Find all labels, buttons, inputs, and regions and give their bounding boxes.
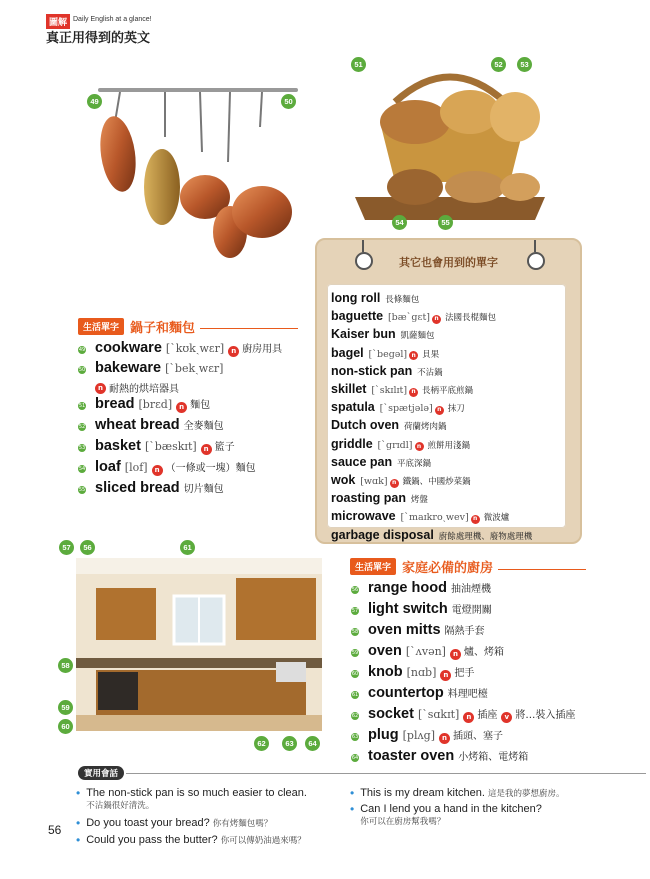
vocab-translation: 廚房用具 bbox=[242, 344, 283, 355]
marker-55: 55 bbox=[438, 215, 453, 230]
vocab-item bbox=[78, 396, 313, 417]
vocab-translation: 平底深鍋 bbox=[397, 458, 432, 469]
vocab-word: knob bbox=[368, 664, 403, 680]
pos-badge: n bbox=[201, 444, 212, 455]
pos-badge: n bbox=[439, 733, 450, 744]
item-number: 50 bbox=[78, 367, 86, 373]
pos-badge: n bbox=[450, 649, 461, 660]
item-number: 61 bbox=[351, 692, 359, 698]
vocab-word: bagel bbox=[331, 345, 364, 360]
vocab-translation: 微波爐 bbox=[483, 513, 510, 524]
conversation-left bbox=[76, 787, 346, 848]
marker-54: 54 bbox=[392, 215, 407, 230]
list-item bbox=[331, 326, 532, 344]
vocab-item bbox=[351, 748, 641, 769]
vocab-translation: 鐵鍋、中國炒菜鍋 bbox=[402, 477, 471, 488]
other-words-panel bbox=[315, 238, 582, 544]
vocab-item bbox=[351, 643, 641, 664]
vocab-word: long roll bbox=[331, 291, 381, 305]
bullet-dot: • bbox=[76, 816, 81, 830]
vocab-word: countertop bbox=[368, 685, 444, 701]
header-title: 真正用得到的英文 bbox=[46, 31, 151, 46]
vocab-ipa: [lof] bbox=[124, 461, 148, 474]
vocab-translation: 電燈開關 bbox=[451, 605, 492, 616]
item-number: 54 bbox=[78, 466, 86, 472]
vocab-ipa: [nɑb] bbox=[406, 666, 437, 679]
vocab-translation: 烤盤 bbox=[410, 495, 428, 506]
vocab-ipa: [wɑk] bbox=[360, 476, 388, 488]
pos-badge: n bbox=[176, 402, 187, 413]
vocab-translation: 隔熱手套 bbox=[444, 626, 485, 637]
vocab-word: Dutch oven bbox=[331, 418, 400, 433]
section2-header bbox=[350, 557, 493, 576]
conversation-item bbox=[350, 803, 640, 829]
bullet-dot: • bbox=[76, 786, 81, 800]
marker-56: 56 bbox=[80, 540, 95, 555]
vocab-translation: 廚餘處理機、廢物處理機 bbox=[438, 531, 533, 542]
bread-basket-image bbox=[355, 62, 555, 227]
vocab-translation: 全麥麵包 bbox=[183, 421, 224, 432]
conversation-en: Can I lend you a hand in the kitchen? bbox=[360, 803, 542, 815]
pos-badge: n bbox=[228, 346, 239, 357]
section2-title: 家庭必備的廚房 bbox=[402, 561, 494, 576]
vocab-item bbox=[78, 360, 313, 378]
list-item bbox=[331, 527, 532, 545]
item-number: 52 bbox=[78, 424, 86, 430]
vocab-ipa: [ˋkʊkˏwɛr] bbox=[165, 342, 225, 355]
bullet-dot: • bbox=[350, 802, 355, 816]
section1-title: 鍋子和麵包 bbox=[130, 321, 196, 336]
vocab-ipa: [ˋbekˏwɛr] bbox=[165, 362, 224, 375]
list-item bbox=[331, 381, 532, 399]
item-number: 57 bbox=[351, 608, 359, 614]
item-number: 49 bbox=[78, 347, 86, 353]
list-item bbox=[331, 363, 532, 381]
conversation-zh: 不沾鍋很好清洗。 bbox=[86, 801, 155, 811]
vocab-item bbox=[78, 417, 313, 438]
vocab-word: sauce pan bbox=[331, 454, 393, 469]
item-number: 55 bbox=[78, 487, 86, 493]
vocab-ipa: [brɛd] bbox=[138, 398, 173, 411]
vocab-word: wheat bread bbox=[95, 417, 180, 433]
vocab-word: loaf bbox=[95, 459, 121, 475]
vocab-translation: 長柄平底煎鍋 bbox=[422, 386, 474, 397]
list-item bbox=[331, 454, 532, 472]
section1-header bbox=[78, 317, 195, 336]
vocab-translation: 籃子 bbox=[214, 442, 235, 453]
vocab-translation: （一條或一塊）麵包 bbox=[165, 463, 256, 474]
marker-60: 60 bbox=[58, 719, 73, 734]
vocab-word: spatula bbox=[331, 400, 375, 415]
pos-badge: n bbox=[440, 670, 451, 681]
vocab-word: plug bbox=[368, 727, 399, 743]
vocab-item bbox=[351, 580, 641, 601]
marker-58: 58 bbox=[58, 658, 73, 673]
item-number: 64 bbox=[351, 755, 359, 761]
vocab-item-continued bbox=[78, 378, 313, 396]
section1-tag: 生活單字 bbox=[78, 318, 124, 335]
marker-52: 52 bbox=[491, 57, 506, 72]
vocab-word: socket bbox=[368, 706, 414, 722]
vocab-ipa: [ˋbegəl] bbox=[368, 348, 408, 360]
pos-badge: n bbox=[435, 406, 444, 415]
vocab-item bbox=[78, 438, 313, 459]
conversation-zh: 你可以在廚房幫我嗎？ bbox=[360, 817, 446, 827]
conversation-item bbox=[76, 834, 346, 848]
pos-badge: n bbox=[432, 315, 441, 324]
vocab-word: light switch bbox=[368, 601, 448, 617]
marker-62: 62 bbox=[254, 736, 269, 751]
other-words-list bbox=[331, 290, 532, 545]
vocab-ipa: [ˋmaɪkroˏwev] bbox=[400, 512, 469, 524]
vocab-word: non-stick pan bbox=[331, 363, 413, 378]
section1-rule bbox=[200, 328, 298, 329]
vocab-item bbox=[351, 706, 641, 727]
vocab-item bbox=[351, 727, 641, 748]
vocab-word: skillet bbox=[331, 382, 367, 397]
vocab-word: basket bbox=[95, 438, 141, 454]
vocab-translation: 煎餅用淺鍋 bbox=[427, 440, 471, 451]
marker-53: 53 bbox=[517, 57, 532, 72]
item-number: 56 bbox=[351, 587, 359, 593]
vocab-translation: 貝果 bbox=[422, 349, 440, 360]
marker-59: 59 bbox=[58, 700, 73, 715]
conversation-zh: 你可以傳奶油過來嗎？ bbox=[220, 836, 306, 846]
vocab-ipa: [ˋspætjələ] bbox=[379, 403, 433, 415]
marker-61: 61 bbox=[180, 540, 195, 555]
conversation-en: Do you toast your bread? bbox=[86, 817, 210, 829]
section2-tag: 生活單字 bbox=[350, 558, 396, 575]
list-item bbox=[331, 490, 532, 508]
vocab-ipa: [ˋbæskɪt] bbox=[144, 440, 197, 453]
other-words-title: 其它也會用到的單字 bbox=[399, 256, 498, 269]
pos-badge-verb: v bbox=[501, 712, 512, 723]
vocab-word: garbage disposal bbox=[331, 527, 434, 542]
marker-50: 50 bbox=[281, 94, 296, 109]
marker-63: 63 bbox=[282, 736, 297, 751]
pos-badge: n bbox=[390, 479, 399, 488]
vocab-word: bread bbox=[95, 396, 135, 412]
vocab-word: sliced bread bbox=[95, 480, 180, 496]
section2-list bbox=[351, 580, 641, 769]
vocab-item bbox=[78, 340, 313, 360]
vocab-word: roasting pan bbox=[331, 491, 407, 506]
vocab-word: microwave bbox=[331, 509, 396, 524]
vocab-translation: 荷蘭烤肉鍋 bbox=[403, 422, 447, 433]
vocab-word: oven bbox=[368, 643, 402, 659]
vocab-translation-verb: 將…裝入插座 bbox=[515, 710, 576, 721]
conversation-tag: 實用會話 bbox=[78, 766, 124, 780]
vocab-item bbox=[351, 601, 641, 622]
vocab-translation: 抹刀 bbox=[447, 404, 465, 415]
vocab-translation: 切片麵包 bbox=[183, 484, 224, 495]
item-number: 60 bbox=[351, 671, 359, 677]
vocab-word: Kaiser bun bbox=[331, 327, 396, 342]
vocab-translation: 抽油煙機 bbox=[450, 584, 491, 595]
pos-badge: n bbox=[415, 442, 424, 451]
vocab-item bbox=[78, 480, 313, 501]
pos-badge: n bbox=[95, 383, 106, 394]
marker-57: 57 bbox=[59, 540, 74, 555]
item-number: 51 bbox=[78, 403, 86, 409]
vocab-translation: 插座 bbox=[477, 710, 498, 721]
list-item bbox=[331, 417, 532, 435]
section1-list bbox=[78, 340, 313, 501]
vocab-word: bakeware bbox=[95, 360, 162, 376]
item-number: 63 bbox=[351, 734, 359, 740]
vocab-translation: 耐熱的烘培器具 bbox=[109, 383, 179, 395]
vocab-translation: 料理吧檯 bbox=[447, 689, 488, 700]
hanging-cookware-image bbox=[90, 82, 305, 267]
conversation-item bbox=[76, 787, 346, 813]
item-number: 58 bbox=[351, 629, 359, 635]
conversation-item bbox=[350, 787, 640, 801]
item-number: 59 bbox=[351, 650, 359, 656]
conversation-right bbox=[350, 787, 640, 829]
vocab-word: griddle bbox=[331, 436, 373, 451]
pos-badge: n bbox=[409, 351, 418, 360]
list-item bbox=[331, 472, 532, 490]
page-number: 56 bbox=[48, 823, 62, 837]
list-item bbox=[331, 508, 532, 526]
item-number: 53 bbox=[78, 445, 86, 451]
conversation-zh: 這是我的夢想廚房。 bbox=[487, 789, 565, 799]
marker-51: 51 bbox=[351, 57, 366, 72]
marker-49: 49 bbox=[87, 94, 102, 109]
vocab-ipa: [plʌg] bbox=[402, 729, 436, 742]
list-item bbox=[331, 345, 532, 363]
vocab-word: toaster oven bbox=[368, 748, 455, 764]
vocab-ipa: [bæˋgɛt] bbox=[387, 312, 430, 324]
vocab-ipa: [ˋʌvən] bbox=[405, 645, 446, 658]
marker-64: 64 bbox=[305, 736, 320, 751]
vocab-translation: 麵包 bbox=[190, 400, 211, 411]
vocab-word: range hood bbox=[368, 580, 447, 596]
vocab-word: wok bbox=[331, 473, 356, 488]
vocab-translation: 凱薩麵包 bbox=[400, 331, 435, 342]
bullet-dot: • bbox=[76, 833, 81, 847]
conversation-item bbox=[76, 817, 346, 831]
vocab-ipa: [ˋskɪlɪt] bbox=[371, 385, 408, 397]
vocab-ipa: [ˋsɑkɪt] bbox=[417, 708, 460, 721]
vocab-translation: 長條麵包 bbox=[385, 295, 420, 305]
vocab-translation: 把手 bbox=[454, 668, 475, 679]
vocab-translation: 小烤箱、電烤箱 bbox=[458, 752, 529, 763]
vocab-word: cookware bbox=[95, 340, 162, 356]
vocab-word: oven mitts bbox=[368, 622, 441, 638]
pos-badge: n bbox=[463, 712, 474, 723]
conversation-en: This is my dream kitchen. bbox=[360, 787, 485, 799]
pos-badge: n bbox=[152, 465, 163, 476]
vocab-translation: 插頭、塞子 bbox=[453, 731, 504, 742]
vocab-translation: 爐、烤箱 bbox=[463, 647, 504, 658]
section2-rule bbox=[498, 569, 586, 570]
vocab-translation: 不沾鍋 bbox=[417, 367, 443, 378]
vocab-translation: 法國長棍麵包 bbox=[444, 313, 496, 324]
header-tag: 圖解 bbox=[46, 14, 70, 29]
pos-badge: n bbox=[471, 515, 480, 524]
bullet-dot: • bbox=[350, 786, 355, 800]
list-item bbox=[331, 308, 532, 326]
vocab-item bbox=[351, 685, 641, 706]
vocab-ipa: [ˋgrɪdl] bbox=[377, 439, 413, 451]
kitchen-image bbox=[76, 558, 322, 731]
vocab-item bbox=[351, 622, 641, 643]
conversation-rule bbox=[126, 773, 646, 774]
header-subtitle: Daily English at a glance! bbox=[73, 16, 152, 23]
vocab-item bbox=[351, 664, 641, 685]
pos-badge: n bbox=[409, 388, 418, 397]
list-item bbox=[331, 436, 532, 454]
list-item bbox=[331, 399, 532, 417]
conversation-zh: 你有烤麵包嗎？ bbox=[212, 819, 273, 829]
vocab-word: baguette bbox=[331, 309, 384, 324]
conversation-en: The non-stick pan is so much easier to clean. bbox=[86, 787, 307, 799]
item-number: 62 bbox=[351, 713, 359, 719]
list-item bbox=[331, 290, 532, 308]
conversation-en: Could you pass the butter? bbox=[86, 834, 218, 846]
vocab-item bbox=[78, 459, 313, 480]
